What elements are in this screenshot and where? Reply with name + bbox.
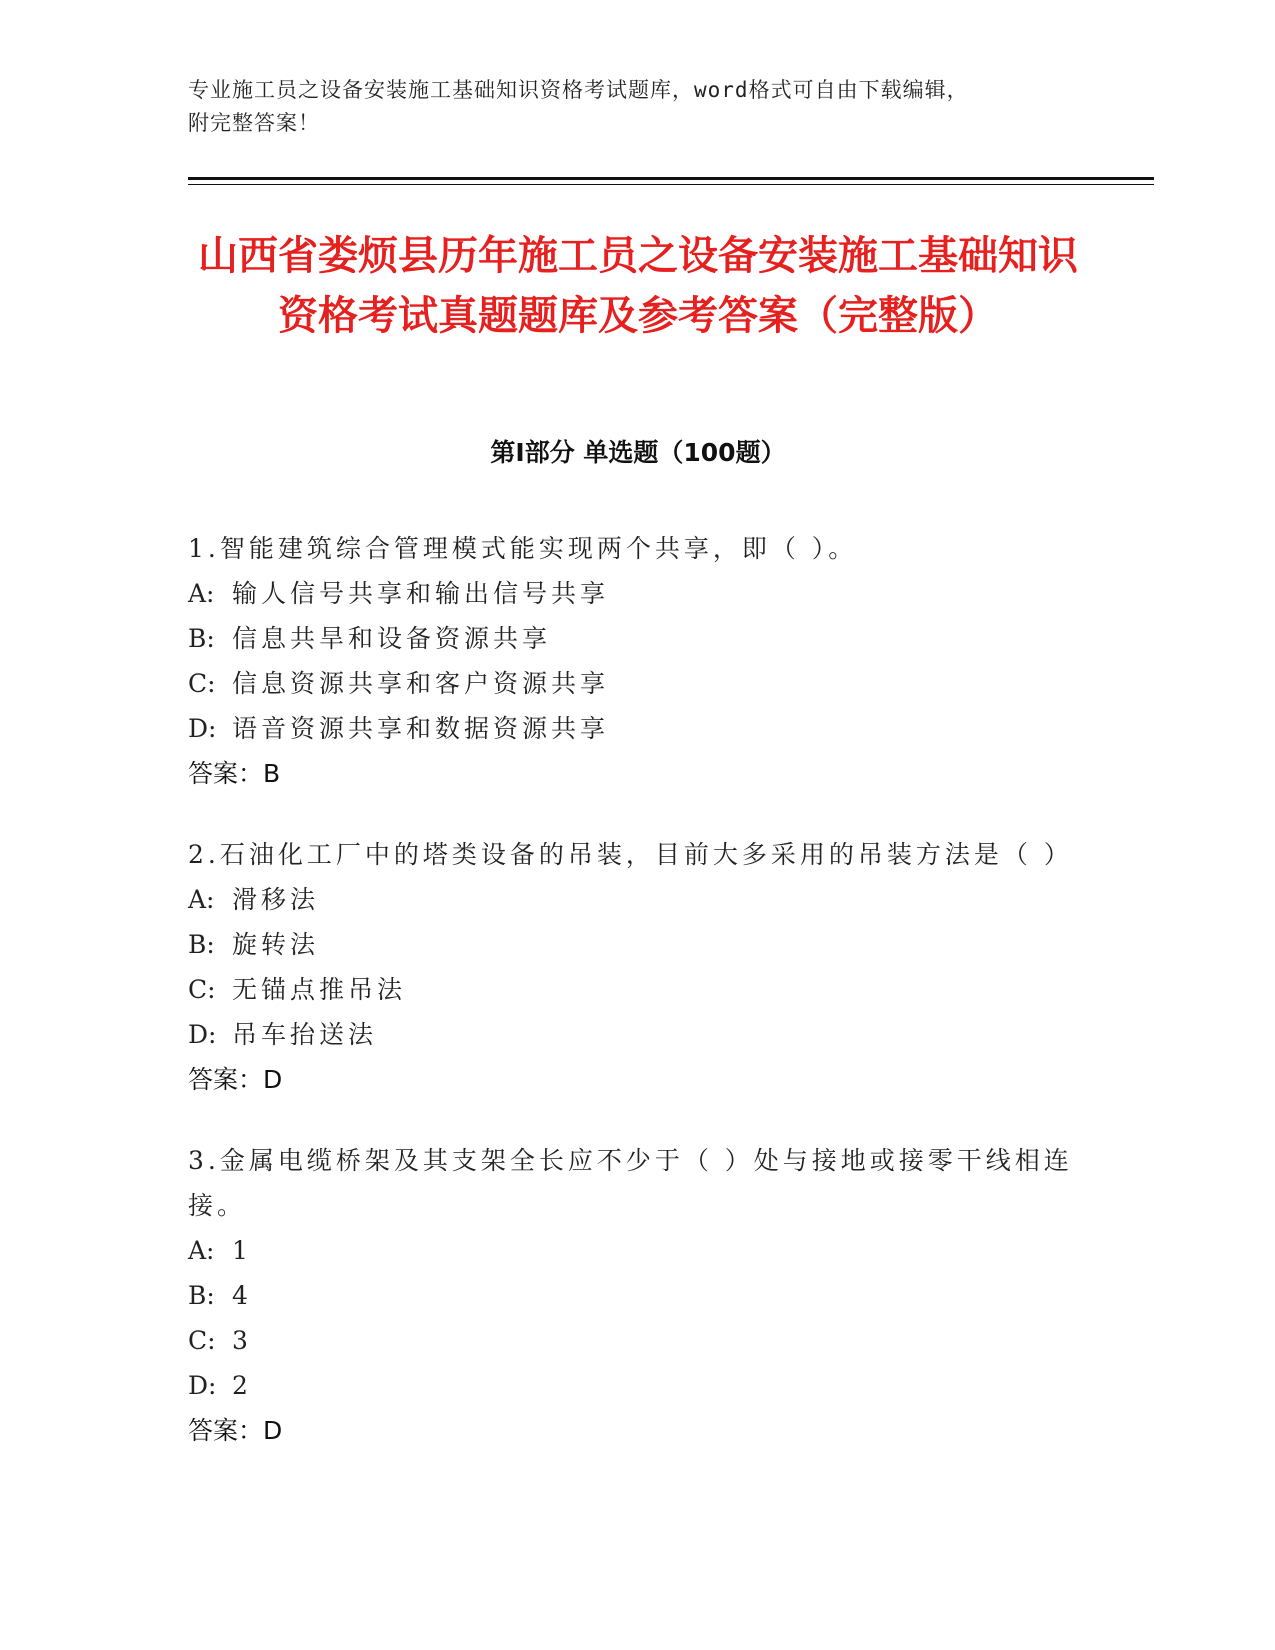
- option-text: 1: [232, 1236, 252, 1265]
- question-3: [188, 1138, 1088, 1453]
- option-text: 无锚点推吊法: [232, 975, 407, 1004]
- option-b: [188, 922, 1088, 967]
- option-a: [188, 571, 1088, 616]
- option-key: B:: [188, 930, 215, 959]
- question-2: [188, 832, 1088, 1102]
- option-text: 滑移法: [232, 885, 320, 914]
- header-note: [188, 74, 1068, 140]
- option-text: 3: [232, 1326, 252, 1355]
- option-text: 信息资源共享和客户资源共享: [232, 669, 610, 698]
- document-title: 山西省娄烦县历年施工员之设备安装施工基础知识资格考试真题题库及参考答案（完整版）: [198, 233, 1078, 339]
- option-key: C:: [188, 975, 216, 1004]
- option-key: B:: [188, 1281, 215, 1310]
- header-divider-thick: [188, 177, 1154, 180]
- option-key: D:: [188, 1371, 217, 1400]
- option-c: [188, 661, 1088, 706]
- question-stem: 2.石油化工厂中的塔类设备的吊装，目前大多采用的吊装方法是（ ）: [188, 840, 1073, 869]
- question-1: [188, 526, 1088, 796]
- header-note-line-2: 附完整答案！: [188, 111, 320, 135]
- option-a: [188, 877, 1088, 922]
- option-text: 信息共旱和设备资源共享: [232, 624, 552, 653]
- question-stem: 3.金属电缆桥架及其支架全长应不少于（ ）处与接地或接零干线相连接。: [188, 1146, 1073, 1220]
- option-key: C:: [188, 669, 216, 698]
- option-text: 输人信号共享和输出信号共享: [232, 579, 610, 608]
- option-c: [188, 967, 1088, 1012]
- option-d: [188, 706, 1088, 751]
- answer: 答案：D: [188, 1416, 283, 1445]
- option-text: 4: [232, 1281, 252, 1310]
- option-d: [188, 1012, 1088, 1057]
- option-c: [188, 1318, 1088, 1363]
- answer: 答案：B: [188, 759, 281, 788]
- option-d: [188, 1363, 1088, 1408]
- option-key: A:: [188, 579, 215, 608]
- header-note-line-1: 专业施工员之设备安装施工基础知识资格考试题库，word格式可自由下载编辑，: [188, 78, 969, 102]
- option-key: A:: [188, 1236, 215, 1265]
- option-text: 旋转法: [232, 930, 320, 959]
- option-key: A:: [188, 885, 215, 914]
- question-list: [188, 526, 1088, 1489]
- header-divider-thin: [188, 184, 1154, 185]
- option-key: B:: [188, 624, 215, 653]
- option-text: 2: [232, 1371, 252, 1400]
- option-b: [188, 1273, 1088, 1318]
- option-key: C:: [188, 1326, 216, 1355]
- option-a: [188, 1228, 1088, 1273]
- option-b: [188, 616, 1088, 661]
- question-stem: 1.智能建筑综合管理模式能实现两个共享，即（ ）。: [188, 534, 858, 563]
- option-key: D:: [188, 1020, 217, 1049]
- option-text: 吊车抬送法: [232, 1020, 378, 1049]
- section-title: 第Ⅰ部分 单选题（100题）: [490, 438, 786, 467]
- answer: 答案：D: [188, 1065, 283, 1094]
- option-text: 语音资源共享和数据资源共享: [232, 714, 610, 743]
- option-key: D:: [188, 714, 217, 743]
